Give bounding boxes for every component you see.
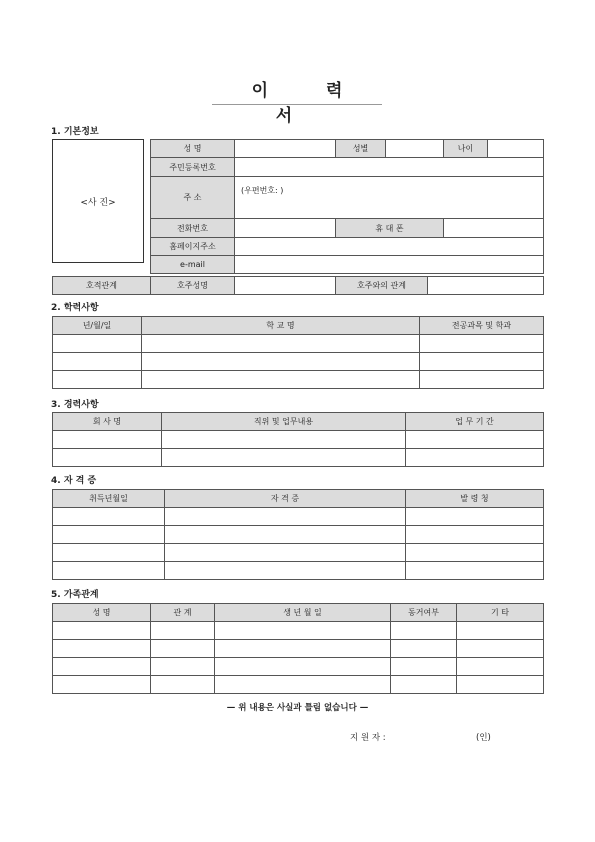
education-header-school: 학 교 명 bbox=[142, 317, 420, 335]
age-field[interactable] bbox=[488, 140, 544, 158]
table-row bbox=[53, 353, 544, 371]
seal-label: (인) bbox=[476, 733, 491, 743]
table-row bbox=[53, 431, 544, 449]
education-header-date: 년/월/일 bbox=[53, 317, 142, 335]
resident-no-field[interactable] bbox=[235, 158, 544, 177]
license-header-date: 취득년월일 bbox=[53, 490, 165, 508]
table-row bbox=[53, 544, 544, 562]
resident-no-label: 주민등록번호 bbox=[151, 158, 235, 177]
table-row bbox=[53, 371, 544, 389]
table-row bbox=[53, 622, 544, 640]
relation-to-head-field[interactable] bbox=[428, 277, 544, 295]
email-label: e-mail bbox=[151, 256, 235, 274]
family-table bbox=[52, 603, 544, 694]
homepage-label: 홈페이지주소 bbox=[151, 238, 235, 256]
address-field[interactable] bbox=[235, 177, 544, 219]
career-table bbox=[52, 412, 544, 467]
section-family-title: 5. 가족관계 bbox=[51, 590, 99, 600]
table-row bbox=[53, 676, 544, 694]
head-name-field[interactable] bbox=[235, 277, 336, 295]
license-table bbox=[52, 489, 544, 580]
homepage-field[interactable] bbox=[235, 238, 544, 256]
family-header-cohabit: 동거여부 bbox=[391, 604, 457, 622]
career-header-position: 직위 및 업무내용 bbox=[162, 413, 406, 431]
declaration-note: — 위 내용은 사실과 틀림 없습니다 — bbox=[226, 703, 369, 713]
name-field[interactable] bbox=[235, 140, 336, 158]
document-title: 이 력 서 bbox=[212, 76, 382, 105]
family-register-table bbox=[52, 276, 544, 295]
basic-info-table bbox=[150, 139, 544, 274]
gender-label: 성별 bbox=[336, 140, 386, 158]
phone-field[interactable] bbox=[235, 219, 336, 238]
address-label: 주 소 bbox=[151, 177, 235, 219]
license-header-issuer: 발 령 청 bbox=[406, 490, 544, 508]
family-header-birth: 생 년 월 일 bbox=[215, 604, 391, 622]
table-row bbox=[53, 449, 544, 467]
education-table bbox=[52, 316, 544, 389]
phone-label: 전화번호 bbox=[151, 219, 235, 238]
gender-field[interactable] bbox=[386, 140, 444, 158]
family-header-etc: 기 타 bbox=[457, 604, 544, 622]
family-relation-label: 호적관계 bbox=[53, 277, 151, 295]
mobile-field[interactable] bbox=[444, 219, 544, 238]
section-education-title: 2. 학력사항 bbox=[51, 303, 99, 313]
section-basic-title: 1. 기본정보 bbox=[51, 127, 99, 137]
name-label: 성 명 bbox=[151, 140, 235, 158]
family-header-relation: 관 계 bbox=[151, 604, 215, 622]
table-row bbox=[53, 562, 544, 580]
postal-code-text: (우편번호: ) bbox=[241, 186, 284, 195]
family-header-name: 성 명 bbox=[53, 604, 151, 622]
table-row bbox=[53, 335, 544, 353]
photo-box[interactable] bbox=[52, 139, 144, 263]
career-header-company: 회 사 명 bbox=[53, 413, 162, 431]
relation-to-head-label: 호주와의 관계 bbox=[336, 277, 428, 295]
age-label: 나이 bbox=[444, 140, 488, 158]
table-row bbox=[53, 640, 544, 658]
table-row bbox=[53, 658, 544, 676]
head-name-label: 호주성명 bbox=[151, 277, 235, 295]
photo-label: <사 진> bbox=[80, 197, 116, 208]
career-header-period: 업 무 기 간 bbox=[406, 413, 544, 431]
mobile-label: 휴 대 폰 bbox=[336, 219, 444, 238]
section-career-title: 3. 경력사항 bbox=[51, 400, 99, 410]
table-row bbox=[53, 508, 544, 526]
license-header-name: 자 격 증 bbox=[165, 490, 406, 508]
education-header-major: 전공과목 및 학과 bbox=[420, 317, 544, 335]
email-field[interactable] bbox=[235, 256, 544, 274]
section-license-title: 4. 자 격 증 bbox=[51, 476, 97, 486]
table-row bbox=[53, 526, 544, 544]
applicant-label: 지 원 자 : bbox=[350, 733, 386, 743]
